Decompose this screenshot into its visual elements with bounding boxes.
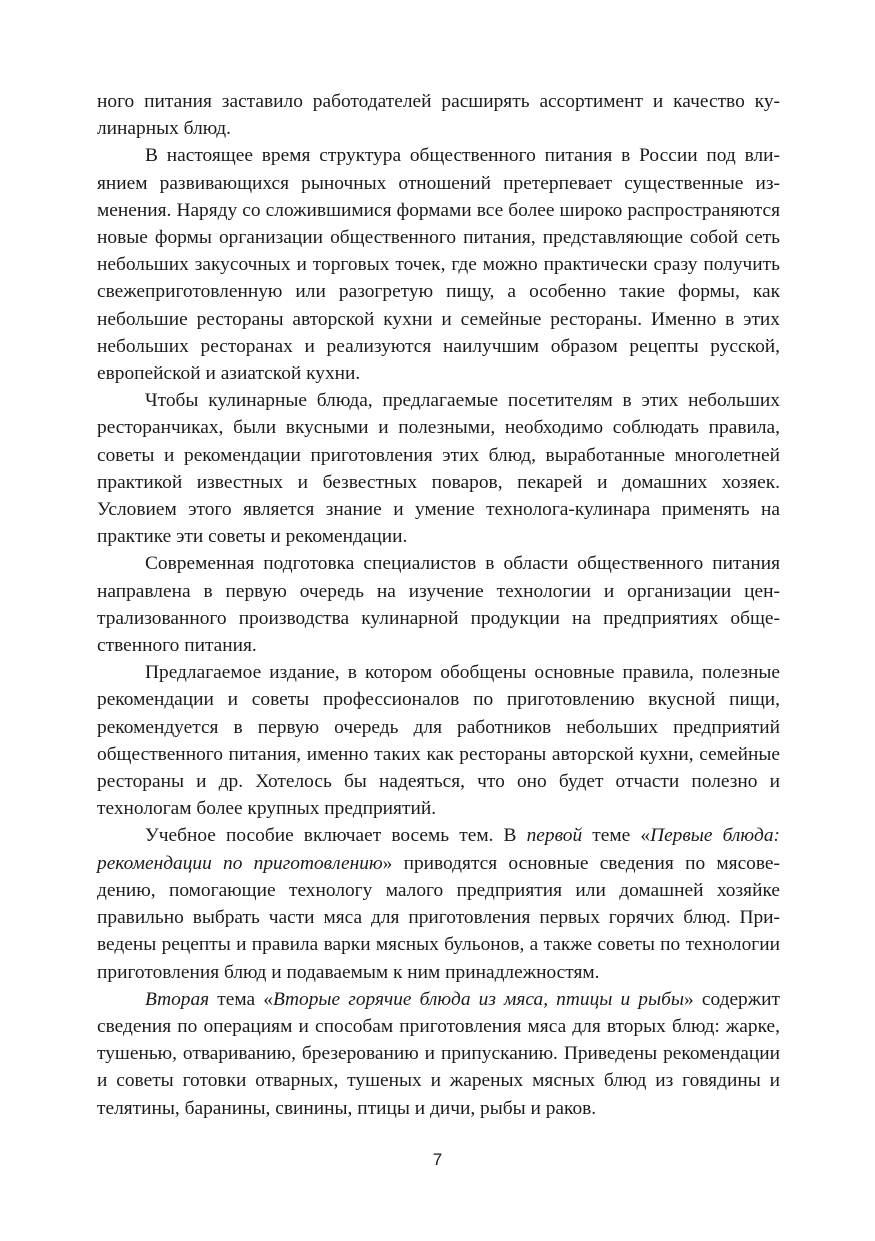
second-topic-text-1: тема « xyxy=(209,988,273,1010)
paragraph-second-topic xyxy=(97,986,780,1122)
first-topic-text-1: Учебное пособие включает восемь тем. В xyxy=(145,825,527,847)
second-topic-text-2: » содержит сведения по операциям и способам приготовления мяса для вторых блюд: жарке, тушенью, отвариванию, брезерованию и припусканию. Приведены рекомендации и советы готовки отварных, тушеных и жареных мясных блюд из говядины и телятины, баранины, свинины, птицы и дичи, рыбы и раков. xyxy=(97,988,780,1119)
paragraph-continuation: ного питания заставило работодателей расширять ассортимент и качество кулинарных блюд. xyxy=(97,91,780,140)
first-topic-text-2: теме « xyxy=(582,825,651,847)
paragraph-specialist-training: Современная подготовка специалистов в области общественного питания направлена в первую очередь на изучение технологии и организации централизованного производства кулинарной продукции на предприятиях общественного питания. xyxy=(97,553,780,657)
body-text xyxy=(97,88,780,1122)
paragraph-edition-purpose: Предлагаемое издание, в котором обобщены основные правила, полезные рекомендации и советы профессионалов по приготовлению вкусной пищи, рекомендуется в первую очередь для работников небольших предприятий общественного питания, именно таких как рестораны авторской кухни, семейные рестораны и др. Хотелось бы надеяться, что оно будет отчасти полезно и технологам более крупных предприятий. xyxy=(97,662,780,820)
second-topic-title: Вторые горячие блюда из мяса, птицы и рыбы xyxy=(272,988,685,1010)
second-topic-ordinal: Вторая xyxy=(145,988,210,1010)
first-topic-title: Первые блюда: рекомендации по приготовлению xyxy=(97,825,780,874)
paragraph-catering-structure: В настоящее время структура общественного питания в России под влиянием развивающихся рыночных отношений претерпевает существенные изменения. Наряду со сложившимися формами все более широко распространяются новые формы организации общественного питания, представляющие собой сеть небольших закусочных и торговых точек, где можно практически сразу получить свежеприготовленную или разогретую пищу, а особенно такие формы, как небольшие рестораны авторской кухни и семейные рестораны. Именно в этих небольших ресторанах и реализуются наилучшим образом рецепты русской, европейской и азиатской кухни. xyxy=(97,145,780,385)
first-topic-text-3: » приводятся основные сведения по мясоведению, помогающие технологу малого предприятия или домашней хозяйке правильно выбрать части мяса для приготовления первых горячих блюд. Приведены рецепты и правила варки мясных бульонов, а также советы по технологии приготовления блюд и подаваемым к ним принадлежностям. xyxy=(97,852,780,983)
paragraph-first-topic xyxy=(97,822,780,985)
paragraph-culinary-advice: Чтобы кулинарные блюда, предлагаемые посетителям в этих небольших ресторанчиках, были вкусными и полезными, необходимо соблюдать правила, советы и рекомендации приготовления этих блюд, выработанные многолетней практикой известных и безвестных поваров, пекарей и домашних хозяек. Условием этого является знание и умение технолога-кулинара применять на практике эти советы и рекомендации. xyxy=(97,390,780,548)
first-topic-ordinal: первой xyxy=(526,825,583,847)
page-number: 7 xyxy=(432,1150,443,1169)
